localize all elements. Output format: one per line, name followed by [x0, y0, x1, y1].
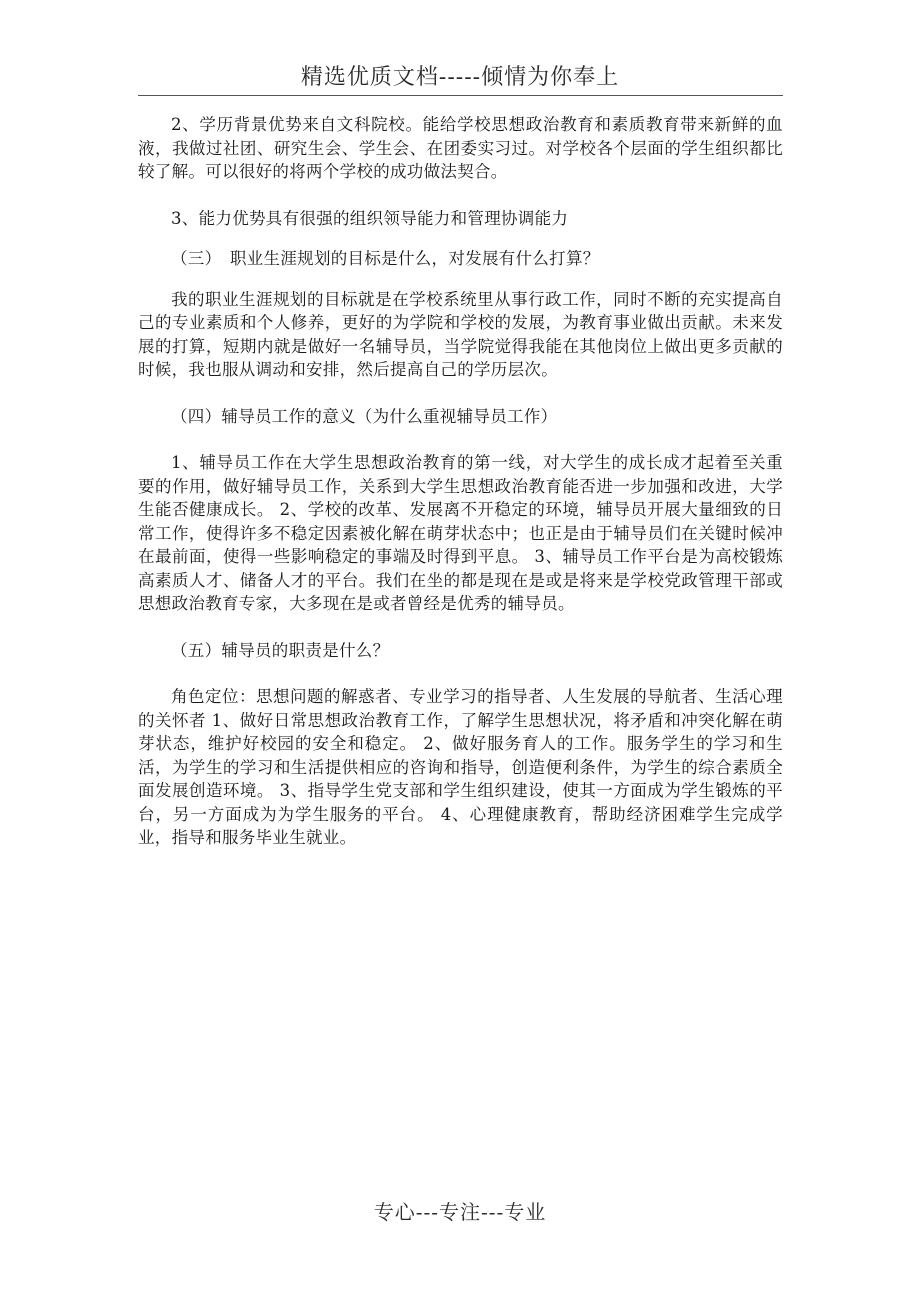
section-heading-counselor-duties: （五）辅导员的职责是什么？ [171, 640, 390, 660]
page-footer: 专心---专注---专业 [373, 1200, 547, 1224]
page-header: 精选优质文档-----倾情为你奉上 [300, 65, 620, 90]
section-heading-career-goal: （三） 职业生涯规划的目标是什么，对发展有什么打算？ [171, 249, 600, 268]
paragraph-education-advantage: 2、学历背景优势来自文科院校。能给学校思想政治教育和素质教育带来新鲜的血液，我做过社团、研究生会、学生会、在团委实习过。对学校各个层面的学生组织都比较了解。可以很好的将两个学校的成功做法契合。 [138, 115, 783, 181]
paragraph-ability-advantage: 3、能力优势具有很强的组织领导能力和管理协调能力 [171, 208, 569, 228]
paragraph-counselor-duties: 角色定位：思想问题的解惑者、专业学习的指导者、人生发展的导航者、生活心理的关怀者 1、做好日常思想政治教育工作，了解学生思想状况，将矛盾和冲突化解在萌芽状态，维护好校园的安全和稳定。 2、做好服务育人的工作。服务学生的学习和生活，为学生的学习和生活提供相应的咨询和指导，创造便利条件，为学生的综合素质全面发展创造环境。 3、指导学生党支部和学生组织建设，使其一方面成为学生锻炼的平台，另一方面成为为学生服务的平台。 4、心理健康教育，帮助经济困难学生完成学业，指导和服务毕业生就业。 [138, 687, 783, 847]
paragraph-counselor-significance: 1、辅导员工作在大学生思想政治教育的第一线，对大学生的成长成才起着至关重要的作用，做好辅导员工作，关系到大学生思想政治教育能否进一步加强和改进，大学生能否健康成长。 2、学校的改革、发展离不开稳定的环境，辅导员开展大量细致的日常工作，使得许多不稳定因素被化解在萌芽状态中；也正是由于辅导员们在关键时候冲在最前面，使得一些影响稳定的事端及时得到平息。 3、辅导员工作平台是为高校锻炼高素质人才、储备人才的平台。我们在坐的都是现在是或是将来是学校党政管理干部或思想政治教育专家，大多现在是或者曾经是优秀的辅导员。 [138, 453, 783, 613]
paragraph-career-goal: 我的职业生涯规划的目标就是在学校系统里从事行政工作，同时不断的充实提高自己的专业素质和个人修养，更好的为学院和学校的发展，为教育事业做出贡献。未来发展的打算，短期内就是做好一名辅导员，当学院觉得我能在其他岗位上做出更多贡献的时候，我也服从调动和安排，然后提高自己的学历层次。 [138, 289, 783, 379]
header-divider [138, 95, 783, 96]
section-heading-counselor-significance: （四）辅导员工作的意义（为什么重视辅导员工作） [171, 406, 558, 426]
document-body [138, 113, 783, 873]
